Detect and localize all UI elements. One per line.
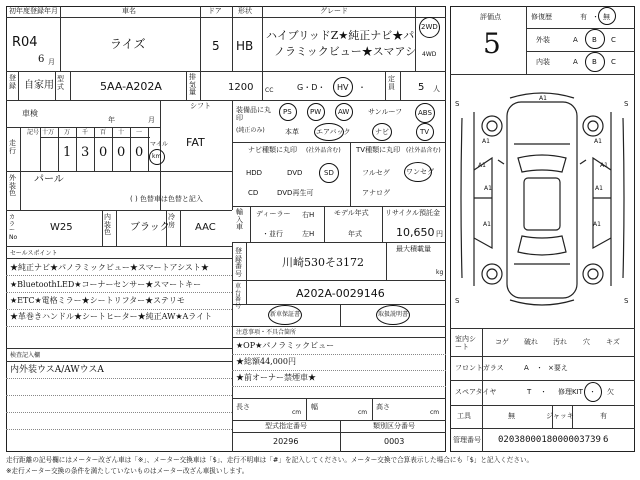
grade-line-1: ハイブリッドZ★純正ナビ★パ [266,29,415,42]
recycle-value: 10,650 [396,226,435,239]
equip-airbag: エアバック [316,128,351,136]
spare-label: スペアタイヤ [455,388,497,396]
interior-label: 内装 [536,58,550,66]
sales-label: セールスポイント [10,250,58,257]
recycle-unit: 円 [436,230,443,238]
registration-label: 登録番号 [235,247,242,279]
repair-sep: ・ [592,13,599,21]
digit-header-2: 千 [82,129,89,136]
mileage-label: 走行 [9,139,16,155]
grade-line-2: ノラミックビュー★スマアシ [274,45,417,58]
side-bracket-tl: S [455,100,460,108]
car-class: 自家用 [24,80,54,91]
damage-a1-left-low: A1 [484,185,492,192]
side-bracket-br: S [624,297,629,305]
tv-sub: (社外品含む) [406,147,441,154]
grade-label: グレード [320,7,348,15]
navi-sub: (社外品含む) [306,147,341,154]
inspection-label: 車検 [22,109,38,118]
width-unit: cm [358,409,368,416]
sheet-item-4: キズ [606,338,620,346]
mileage-digit-1: 3 [81,145,90,160]
footer-line-2: ※走行メーター交換の条件を満たしていないものはメーター改ざん車扱いします。 [6,467,249,475]
equip-aw: AW [338,108,350,116]
sheet-item-2: 汚れ [553,338,567,346]
mileage-digit-3: 0 [117,145,126,160]
drive-4wd: 4WD [422,51,437,58]
inspector-label: 検査記入欄 [10,352,41,359]
height-unit: cm [430,409,440,416]
capacity-unit: 人 [433,85,440,93]
mileage-digit-2: 0 [99,145,108,160]
navi-dvd: DVD [287,169,303,177]
interior-c: C [611,58,616,66]
width-label: 幅 [311,403,318,411]
damage-a1-left-mid: A1 [478,162,486,169]
navi-sd: SD [324,169,334,177]
footer-line-1: 走行距離の記号欄にはメーター改ざん車は「※」、メーター交換車は「$」、走行不明車は「#」を記入してください。メーター交換で合算表示した場合にも「$」と記入ください。 [6,456,534,464]
damage-a1-left-top: A1 [482,138,490,145]
side-bracket-bl: S [455,297,460,305]
equip-sub: (純正のみ) [236,127,265,134]
damage-a1-front: A1 [539,95,547,102]
sales-line-2: ★ETC★電格ミラー★シートリフター★ステリモ [10,296,185,305]
navi-title: ナビ種類に丸印 [248,146,297,154]
color-no: W25 [50,222,73,233]
max-load-label: 最大積載量 [396,245,431,253]
displacement-label: 排気量 [189,73,196,97]
interior-color-label: 内装色 [104,213,111,237]
interior-color: ブラック [130,222,170,233]
sales-line-3: ★革巻きハンドル★シートヒーター★純正AW★Aライト [10,312,213,321]
sales-line-0: ★純正ナビ★パノラミックビュー★スマートアシスト★ [10,263,209,272]
reg-month-value: 6 [38,54,45,65]
equip-tv: TV [420,128,430,136]
cc-unit: CC [265,87,274,94]
length-unit: cm [292,409,302,416]
jack-label: ジャッキ [546,412,574,420]
shift-value: FAT [186,136,205,149]
model-year-unit: 年式 [348,230,362,238]
ac-label: 冷房 [168,213,175,229]
exterior-label: 外装 [536,36,550,44]
spare-kit: 修理KIT [558,388,583,396]
import-parallel: ・並行 [262,230,283,238]
equip-leather: 本革 [285,128,299,136]
designation-label: 型式指定番号 [265,422,307,430]
reg-year-label: 初年度登録年月 [9,7,58,15]
shift-label: シフト [190,102,211,110]
sheet-item-3: 穴 [583,338,590,346]
new-warranty: 新車保証書 [270,311,301,318]
digit-header-5: 一 [136,129,143,136]
damage-a1-left-rear: A1 [483,221,491,228]
damage-a1-right-top: A1 [594,138,602,145]
digit-header-1: 万 [64,129,71,136]
sheet-item-0: コゲ [495,338,509,346]
chassis-value: A202A-0029146 [296,287,385,300]
glass-replace: ×要え [548,364,568,372]
glass-a: A [524,364,529,372]
spare-none: 欠 [607,388,614,396]
digit-header-4: 十 [118,129,125,136]
doors-label: ドア [208,7,222,15]
import-right: 右H [302,211,315,219]
chassis-label: 車台番号 [235,283,242,310]
navi-hdd: HDD [246,169,263,177]
mileage-sub: 記号 [27,129,40,136]
spare-sep-1: ・ [540,388,547,396]
mile-label: マイル [150,141,168,148]
score-value: 5 [483,27,501,60]
navi-cd: CD [248,189,259,197]
sheet-label: 室内シート [455,335,476,352]
designation-value: 20296 [273,437,299,446]
color-label: 外装色 [9,174,16,198]
max-load-unit: kg [436,269,444,276]
note-line-0: ★OP★パノラミックビュー [236,341,335,350]
capacity-value: 5 [418,82,425,93]
note-line-2: ★前オーナー禁煙車★ [236,373,316,382]
tv-analog: アナログ [362,189,390,197]
damage-a1-right-mid: A1 [600,162,608,169]
inspection-month-unit: 月 [148,116,155,124]
digit-header-3: 百 [100,129,107,136]
import-label: 輸入車 [236,208,243,232]
color-note: ( ) 色替車は色替と記入 [130,195,203,203]
model-label: 型式 [57,75,64,91]
damage-a1-right-rear: A1 [593,221,601,228]
management-value: 0203800018000003739 6 [498,435,609,445]
class-label: 類別区分番号 [373,422,415,430]
interior-a: A [573,58,578,66]
note-line-1: ★総額44,000円 [236,357,296,366]
management-label: 管理番号 [453,436,481,444]
equip-pw: PW [310,108,322,116]
repair-opt-yes: 有 [580,13,587,21]
tv-fullseg: フルセグ [362,169,390,177]
shape-value: HB [236,39,254,53]
fuel-options: G・D・ [297,83,326,92]
equip-abs: ABS [418,109,432,117]
damage-a1-right-low: A1 [595,185,603,192]
ac-value: AAC [195,222,216,233]
inspection-year-unit: 年 [108,116,115,124]
drive-2wd: 2WD [421,23,438,31]
shape-label: 形状 [238,7,252,15]
import-left: 左H [302,230,315,238]
spare-sep-2: ・ [589,388,596,396]
exterior-c: C [611,36,616,44]
displacement-value: 1200 [228,82,254,93]
doors-value: 5 [212,39,220,53]
reg-label-v: 登録 [9,74,16,90]
equip-label: 装備品に丸印 [236,106,271,123]
exterior-b: B [592,36,597,44]
class-value: 0003 [384,437,405,446]
reg-year-value: R04 [12,35,38,50]
car-damage-diagram [452,78,633,324]
side-bracket-tr: S [624,100,629,108]
color-no-label: カラーNo [9,214,18,241]
fuel-selected: HV [337,83,349,92]
jack-value: 有 [600,412,607,420]
glass-sep: ・ [536,364,543,372]
tools-value: 無 [508,412,515,420]
km-label: km [152,153,162,160]
sheet-item-1: 破れ [524,338,538,346]
navi-dvd-play: DVD再生可 [277,189,314,197]
score-label: 評価点 [480,13,501,21]
glass-label: フロントガラス [455,364,504,372]
model-value: 5AA-A202A [100,80,162,93]
length-label: 長さ [236,403,250,411]
equip-ps: PS [283,108,292,116]
color-value: パール [34,174,64,185]
repair-opt-no: 無 [603,13,610,21]
tv-title: TV種類に丸印 [356,146,401,154]
height-label: 高さ [376,403,390,411]
fuel-rest: ・ [358,83,366,92]
equip-navi: ナビ [375,128,389,136]
repair-label: 修復歴 [531,13,552,21]
mileage-digit-4: 0 [135,145,144,160]
capacity-label: 定員 [388,75,395,91]
notes-label: 注意事項・不具合箇所 [236,329,297,336]
model-year-label: モデル年式 [334,209,369,217]
exterior-a: A [573,36,578,44]
spare-t: T [527,388,532,396]
tv-oneseg: ワンセグ [406,168,434,176]
car-name: ライズ [110,37,146,51]
sales-line-1: ★BluetoothLED★コーナーセンサー★スマートキー [10,280,202,289]
recycle-label: リサイクル預託金 [385,209,441,217]
tools-label: 工具 [457,412,471,420]
inspector-value: 内外装ウスA/AWウスA [10,365,104,375]
mileage-digit-0: 1 [63,145,72,160]
registration-value: 川崎530そ3172 [282,256,364,269]
equip-sunroof: サンルーフ [368,108,403,116]
reg-month-unit: 月 [48,58,55,66]
manual: 取扱説明書 [378,311,409,318]
import-dealer: ディーラー [256,210,291,218]
interior-b: B [592,58,597,66]
digit-header-0: 十万 [42,129,55,136]
name-label: 車名 [122,7,136,15]
